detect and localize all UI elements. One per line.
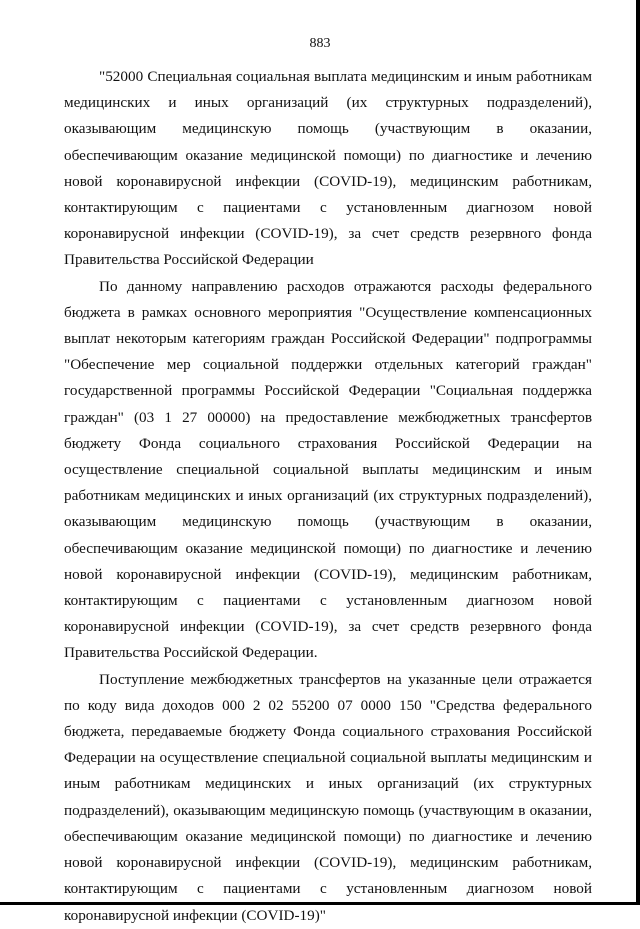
paragraph-expenses-description: По данному направлению расходов отражаются расходы федерального бюджета в рамках основного мероприятия "Осуществление компенсационных выплат некоторым категориям граждан Российской Федерации" подпрограммы "Обеспечение мер социальной поддержки отдельных категорий граждан" государственной программы Российской Федерации "Социальная поддержка граждан" (03 1 27 00000) на предоставление межбюджетных трансфертов бюджету Фонда социального страхования Российской Федерации на осуществление специальной социальной выплаты медицинским и иным работникам медицинских и иных организаций (их структурных подразделений), оказывающим медицинскую помощь (участвующим в оказании, обеспечивающим оказание медицинской помощи) по диагностике и лечению новой коронавирусной инфекции (COVID-19), медицинским работникам, контактирующим с пациентами с установленным диагнозом новой коронавирусной инфекции (COVID-19), за счет средств резервного фонда Правительства Российской Федерации. bbox=[64, 277, 592, 662]
body-text bbox=[64, 64, 592, 929]
paragraph-52000-title: "52000 Специальная социальная выплата медицинским и иным работникам медицинских и иных организаций (их структурных подразделений), оказывающим медицинскую помощь (участвующим в оказании, обеспечивающим оказание медицинской помощи) по диагностике и лечению новой коронавирусной инфекции (COVID-19), медицинским работникам, контактирующим с пациентами с установленным диагнозом новой коронавирусной инфекции (COVID-19), за счет средств резервного фонда Правительства Российской Федерации bbox=[64, 68, 592, 269]
paragraph-revenue-code: Поступление межбюджетных трансфертов на указанные цели отражается по коду вида доходов 000 2 02 55200 07 0000 150 "Средства федерального бюджета, передаваемые бюджету Фонда социального страхования Российской Федерации на осуществление специальной социальной выплаты медицинским и иным работникам медицинских и иных организаций (их структурных подразделений), оказывающим медицинскую помощь (участвующим в оказании, обеспечивающим оказание медицинской помощи) по диагностике и лечению новой коронавирусной инфекции (COVID-19), медицинским работникам, контактирующим с пациентами с установленным диагнозом новой коронавирусной инфекции (COVID-19)" bbox=[64, 670, 592, 924]
scan-edge-right bbox=[636, 0, 640, 905]
page-number: 883 bbox=[309, 36, 331, 51]
